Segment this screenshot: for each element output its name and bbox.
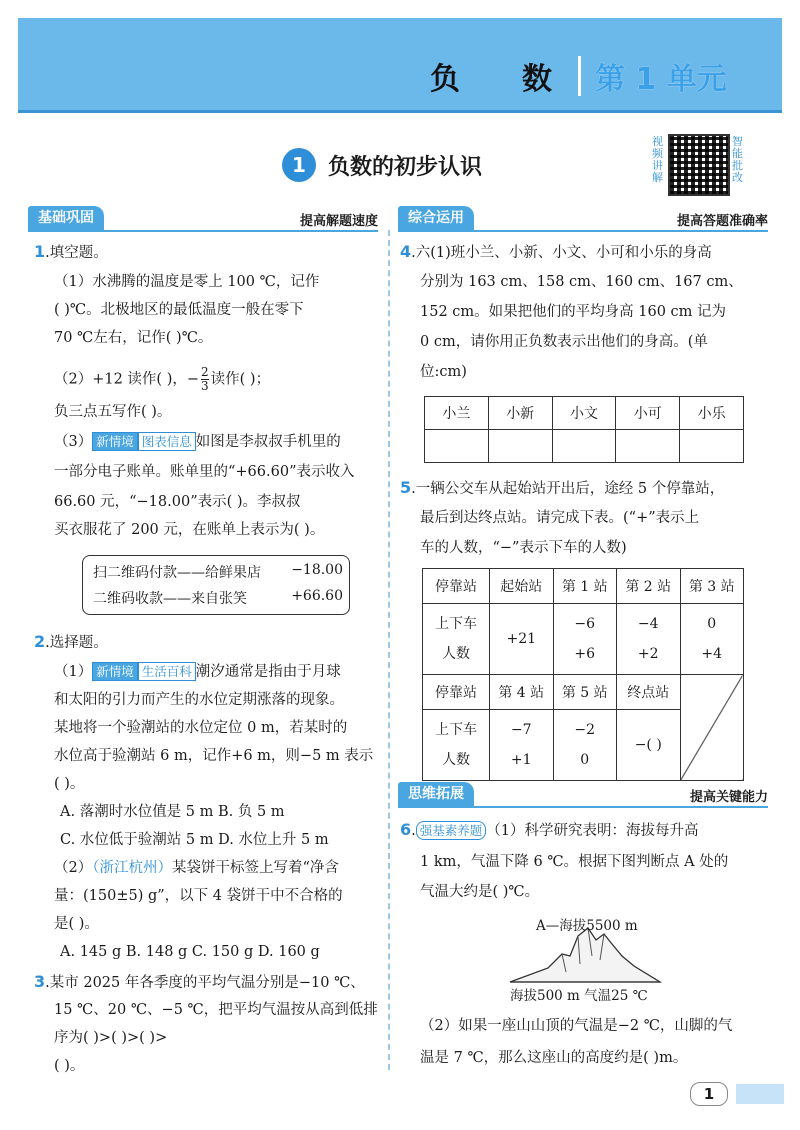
people-cell: −6 +6 [553,604,617,675]
q4-line5: 位:cm) [420,364,467,380]
fraction: $\frac{2}{3}$ [201,365,209,393]
table-row [423,604,744,675]
q4-line4: 0 cm，请你用正负数表示出他们的身高。(单 [420,334,708,350]
new-context-tag: 新情境 [92,662,138,681]
stop-name: 第 4 站 [490,675,554,710]
q3-line3: 序为( )>( )>( )> [54,1030,168,1046]
stop-name: 第 1 站 [553,569,617,604]
q5-line2: 最后到达终点站。请完成下表。(“+”表示上 [420,510,700,526]
page-number-bar [736,1084,784,1104]
life-encyclopedia-tag: 生活百科 [138,662,196,681]
q6-line3: 气温大约是( )℃。 [420,884,540,900]
answer-cell[interactable] [616,430,680,463]
figure-bottom-label: 海拔500 m 气温25 ℃ [510,988,648,1004]
row-label: 停靠站 [423,675,490,710]
q2-p1-line4: 水位高于验潮站 6 m，记作+6 m，则−5 m 表示 [54,748,374,764]
qr-right-caption: 智能批改 [732,135,743,184]
people-cell: 0 +4 [680,604,744,675]
q2-p2-line3: 是( )。 [54,916,99,932]
q6-p2-line2: 温是 7 ℃，那么这座山的高度约是( )m。 [420,1050,688,1066]
height-table [424,396,744,463]
chart-info-tag: 图表信息 [138,432,196,451]
mountain-outline [510,928,660,982]
stop-name: 起始站 [490,569,554,604]
terminal-answer-cell[interactable]: −( ) [617,710,681,781]
table-row [425,397,744,430]
people-cell: −4 +2 [617,604,681,675]
table-row [423,569,744,604]
row-label: 上下车 人数 [423,604,490,675]
core-literacy-tag: 强基素养题 [416,821,487,840]
stop-name: 第 5 站 [553,675,617,710]
row-label: 上下车 人数 [423,710,490,781]
q2-p1-options-ab: A. 落潮时水位值是 5 m B. 负 5 m [60,804,285,820]
qr-left-caption: 视频讲解 [652,135,663,184]
q1-p1-line1: （1）水沸腾的温度是零上 100 ℃，记作 [54,274,320,290]
q1-p1-line3: 70 ℃左右，记作( )℃。 [54,330,213,346]
bill-row: 扫二维码付款——给鲜果店 −18.00 [93,562,343,581]
q1-p3-line2: 一部分电子账单。账单里的“+66.60”表示收入 [54,464,355,480]
answer-cell[interactable] [680,430,744,463]
q2-p1-line5: ( )。 [54,776,85,792]
answer-cell[interactable] [488,430,552,463]
qr-code-icon[interactable] [668,134,730,196]
q3-line1: 3.某市 2025 年各季度的平均气温分别是−10 ℃、 [34,972,365,991]
page-number: 1 [690,1082,728,1106]
empty-diagonal-cell [680,675,744,781]
q1-p2-line1: （2）+12 读作( )，− $\frac{2}{3}$ 读作( )； [54,365,271,393]
q2-p2-line1: （2）（浙江杭州）某袋饼干标签上写着“净含 [54,860,339,876]
table-header: 小新 [488,397,552,430]
section-comprehensive-tag: 综合运用 [398,206,474,230]
section-basic-tag: 基础巩固 [28,206,104,230]
people-cell: −7 +1 [490,710,554,781]
q2-p2-line2: 量：(150±5) g”，以下 4 袋饼干中不合格的 [54,888,343,904]
bus-table [422,568,744,781]
lesson-title: 负数的初步认识 [328,155,483,180]
table-row [425,430,744,463]
q1-p3-line3: 66.60 元，“−18.00”表示( )。李叔叔 [54,494,301,510]
q2-p2-options: A. 145 g B. 148 g C. 150 g D. 160 g [60,944,320,960]
figure-top-label: A—海拔5500 m [536,918,638,934]
q5-line1: 5.一辆公交车从起始站开出后，途经 5 个停靠站， [400,478,725,497]
q5-line3: 车的人数，“−”表示下车的人数) [420,540,627,556]
q6-p2-line1: （2）如果一座山山顶的气温是−2 ℃，山脚的气 [420,1018,733,1034]
row-label: 停靠站 [423,569,490,604]
q4-line3: 152 cm。如果把他们的平均身高 160 cm 记为 [420,304,727,320]
table-header: 小兰 [425,397,489,430]
q1-heading: 1.填空题。 [34,242,108,261]
chapter-title: 负 数 [430,62,558,97]
phone-bill-box [82,555,350,615]
people-cell: +21 [490,604,554,675]
column-divider [388,230,390,1070]
q2-p1-line1: （1） 新情境 生活百科 潮汐通常是指由于月球 [54,664,341,680]
answer-cell[interactable] [552,430,616,463]
q2-p1-line3: 某地将一个验潮站的水位定位 0 m，若某时的 [54,720,348,736]
table-header: 小乐 [680,397,744,430]
section-basic [28,206,378,232]
unit-label: 第 1 单元 [595,62,727,97]
q1-p1-line2: ( )℃。北极地区的最低温度一般在零下 [54,302,304,318]
stop-name: 终点站 [617,675,681,710]
stop-name: 第 2 站 [617,569,681,604]
q2-p1-options-cd: C. 水位低于验潮站 5 m D. 水位上升 5 m [60,832,329,848]
answer-cell[interactable] [425,430,489,463]
table-row [423,675,744,710]
lesson-number-badge: 1 [282,148,316,182]
people-cell: −2 0 [553,710,617,781]
q6-line1: 6. 强基素养题 （1）科学研究表明：海拔每升高 [400,820,699,839]
banner-divider [578,56,581,96]
bill-row: 二维码收款——来自张笑 +66.60 [93,588,343,607]
table-header: 小可 [616,397,680,430]
section-thinking-tag: 思维拓展 [398,782,474,806]
stop-name: 第 3 站 [680,569,744,604]
q2-p1-line2: 和太阳的引力而产生的水位定期涨落的现象。 [54,692,344,708]
section-thinking-sub: 提高关键能力 [689,790,768,805]
q1-p3-line4: 买衣服花了 200 元，在账单上表示为( )。 [54,522,325,538]
q6-line2: 1 km，气温下降 6 ℃。根据下图判断点 A 处的 [420,854,729,870]
q1-p2-line2: 负三点五写作( )。 [54,404,172,420]
section-thinking [398,782,768,808]
new-context-tag: 新情境 [92,432,138,451]
table-header: 小文 [552,397,616,430]
q1-p3-line1: （3） 新情境 图表信息 如图是李叔叔手机里的 [54,434,341,450]
section-comprehensive [398,206,768,232]
q3-line2: 15 ℃、20 ℃、−5 ℃，把平均气温按从高到低排 [54,1002,378,1018]
region-tag: （浙江杭州） [92,860,172,876]
q4-line2: 分别为 163 cm、158 cm、160 cm、167 cm、 [420,274,743,290]
q4-line1: 4.六(1)班小兰、小新、小文、小可和小乐的身高 [400,242,712,261]
section-comprehensive-sub: 提高答题准确率 [676,214,768,229]
q3-line4: ( )。 [54,1058,85,1074]
section-basic-sub: 提高解题速度 [299,214,378,229]
q2-heading: 2.选择题。 [34,632,108,651]
